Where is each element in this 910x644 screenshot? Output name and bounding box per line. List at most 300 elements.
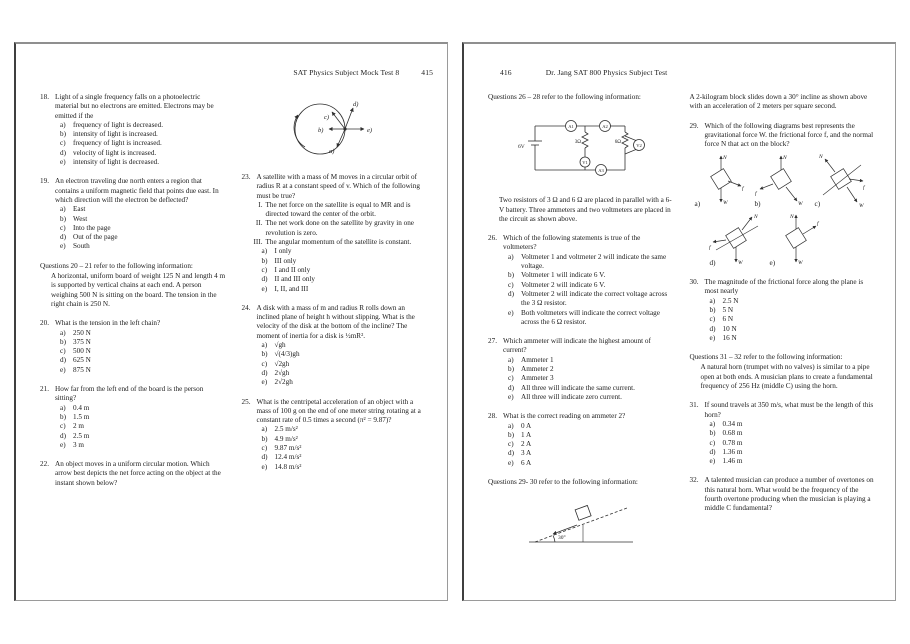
roman-text: The angular momentum of the satellite is constant. [265,238,412,247]
question-row [40,319,226,328]
question-block [690,476,876,513]
question-block [242,173,428,294]
answer-option [488,393,674,402]
question-stem: How far from the left end of the board is the person sitting? [55,385,204,403]
answer-option [242,247,428,256]
option-text: 2 m [73,422,84,431]
roman-numeral: III. [253,238,263,247]
question-block [488,412,674,468]
header-page-number: 415 [421,68,433,77]
answer-option [242,425,428,434]
option-text: Voltmeter 2 will indicate the correct voltage across the 3 Ω resistor. [521,289,668,308]
question-stem: A disk with a mass of m and radius R rolls down an inclined plane of height h without slipping. What is the velocity of the disk at the bottom of the incline? The moment of inertia for a disk is ½mR². [256,303,415,340]
answer-option [242,350,428,359]
option-text: velocity of light is increased. [73,148,157,157]
option-letter: a) [60,328,66,337]
friction-label: f [816,220,819,227]
option-letter: d) [508,289,514,298]
figure-block [242,95,428,163]
option-letter: a) [261,425,268,434]
answer-option [40,233,226,242]
answer-option [690,420,876,429]
question-stem: An electron traveling due north enters a region that contains a uniform magnetic field that points due east. In which direction will the electron be deflected? [55,177,219,204]
answer-option [40,121,226,130]
object-point [344,127,347,130]
question-row [690,476,876,513]
answer-option [488,449,674,458]
figure-wrap [690,151,876,268]
answer-option [488,422,674,431]
option-text: I only [274,247,292,256]
option-text: 2.5 m/s² [274,425,298,434]
question-number: 30. [689,278,699,287]
option-letter: e) [709,457,716,466]
info-block [488,478,674,487]
answer-option [40,158,226,167]
angle-label: 30° [557,535,566,542]
option-text: III only [274,256,297,265]
option-text: Ammeter 1 [521,355,554,364]
question-stem: Light of a single frequency falls on a photoelectric material but no electrons are emitted. Electrons may be emitted if the [55,93,214,120]
option-text: 6 A [521,458,532,467]
option-text: 0.68 m [722,429,743,438]
option-letter: e) [709,333,716,342]
question-block [488,234,674,327]
question-number: 24. [241,303,251,312]
question-number: 21. [40,385,49,394]
option-text: 5 N [722,305,734,314]
option-text: √2gh [274,359,290,368]
question-number: 19. [40,177,49,186]
voltmeter-2-label: V2 [635,143,642,149]
option-text: 2.5 m [73,431,90,440]
answer-option [488,431,674,440]
circuit-figure [513,112,649,186]
page-left [14,42,448,601]
option-letter: c) [508,280,514,289]
option-letter: b) [60,412,66,421]
option-letter: c) [709,438,716,447]
option-text: 1.46 m [722,457,743,466]
fbd-a-figure [693,151,749,207]
header-title: Dr. Jang SAT 800 Physics Subject Test [545,68,668,77]
header-title: SAT Physics Subject Mock Test 8 [293,68,400,77]
option-text: 0.4 m [73,403,90,412]
option-text: 625 N [73,356,91,365]
question-block [40,319,226,375]
option-text: East [73,205,86,214]
option-letter: b) [709,305,716,314]
option-text: 12.4 m/s² [274,453,302,462]
ref-header: Questions 20 – 21 refer to the following information: [40,261,193,270]
option-letter: d) [709,447,716,456]
answer-option [690,448,876,457]
figure-label: b) [318,127,324,134]
answer-option [488,271,674,280]
option-letter: d) [60,431,66,440]
page-columns [16,77,447,498]
column-left [40,93,226,498]
answer-option [40,242,226,251]
answer-option [242,463,428,472]
ref-header: Questions 31 – 32 refer to the following information: [689,353,843,362]
option-text: 2 A [521,440,532,449]
answer-option [488,440,674,449]
info-block [488,196,674,224]
option-text: Voltmeter 2 will indicate 6 V. [521,280,606,289]
option-letter: b) [508,271,514,280]
option-letter: c) [261,359,268,368]
info-paragraph: Two resistors of 3 Ω and 6 Ω are placed in parallel with a 6-V battery. Three ammeters and two voltmeters are placed in the circuit as shown above. [499,196,672,223]
option-text: 875 N [73,365,91,374]
question-row [690,401,876,420]
option-letter: c) [60,223,66,232]
option-text: 2√2gh [274,378,293,387]
answer-option [690,439,876,448]
option-text: 0.34 m [722,419,743,428]
option-text: 2√gh [274,368,290,377]
option-letter: c) [60,422,66,431]
answer-option [40,149,226,158]
option-letter: c) [60,139,66,148]
option-text: Ammeter 3 [521,374,554,383]
option-letter: b) [261,350,268,359]
question-row [488,412,674,421]
option-letter: c) [508,374,514,383]
question-stem: A satellite with a mass of M moves in a circular orbit of radius R at a constant speed of v. Which of the following must be true? [256,173,420,200]
question-stem: Which of the following diagrams best represents the gravitational force W. the frictional force f, and the normal force N that act on the block? [704,121,874,149]
answer-option [40,441,226,450]
normal-force-label: N [789,213,794,220]
answer-option [690,306,876,315]
question-block [690,122,876,268]
option-letter: a) [508,252,514,261]
option-text: West [73,214,88,223]
question-number: 28. [488,412,497,421]
answer-option [488,309,674,328]
answer-option [40,356,226,365]
figure-wrap [488,112,674,186]
answer-option [690,457,876,466]
fbd-option-e [768,210,826,268]
option-text: 2.5 N [722,296,739,305]
option-letter: b) [60,337,66,346]
answer-option [40,404,226,413]
figure-wrap [242,95,428,163]
option-letter: a) [709,419,716,428]
question-stem: What is the correct reading on ammeter 2? [503,412,626,421]
question-block [40,385,226,450]
answer-option [488,281,674,290]
normal-force-label: N [782,155,787,162]
fbd-option-letter: d) [709,258,716,267]
answer-option [690,429,876,438]
answer-option [488,384,674,393]
option-text: 10 N [722,324,737,333]
option-letter: c) [261,444,268,453]
roman-numeral: II. [255,219,263,228]
answer-option [690,334,876,343]
option-letter: d) [261,275,268,284]
page-header-left [16,68,447,77]
answer-option [488,253,674,272]
option-text: 0.78 m [722,438,743,447]
option-letter: e) [60,158,66,167]
answer-option [40,432,226,441]
option-letter: e) [508,458,514,467]
roman-item [242,201,428,220]
figure-wrap [488,497,674,549]
question-block [690,401,876,466]
info-block [488,93,674,102]
friction-label: f [741,186,744,193]
answer-option [242,257,428,266]
question-stem: The magnitude of the frictional force along the plane is most nearly [704,278,864,296]
option-text: intensity of light is increased. [73,130,158,139]
question-row [40,177,226,205]
page-right [462,42,896,601]
option-text: I and II only [274,265,311,274]
option-text: Voltmeter 1 will indicate 6 V. [521,271,606,280]
answer-option [242,285,428,294]
question-stem: Which of the following statements is true of the voltmeters? [503,234,641,252]
info-paragraph: A natural horn (trumpet with no valves) is similar to a pipe open at both ends. A musician plans to create a fundamental frequency of 256 Hz (middle C) using the horn. [700,363,873,391]
fbd-option-letter: e) [769,258,776,267]
question-number: 25. [241,397,251,406]
option-text: 4.9 m/s² [274,434,298,443]
question-stem: What is the tension in the left chain? [55,319,161,328]
answer-option [488,365,674,374]
option-text: √gh [274,341,286,350]
page-header-right [464,68,895,77]
normal-force-label: N [722,155,727,162]
option-text: 3 A [521,449,532,458]
fbd-option-letter: a) [694,200,701,209]
document-spread [14,42,896,601]
option-letter: b) [508,430,514,439]
option-letter: a) [508,421,514,430]
option-letter: a) [60,120,66,129]
answer-option [40,329,226,338]
fbd-option-letter: c) [814,200,821,209]
question-block [40,177,226,251]
figure-block [488,112,674,186]
roman-numeral: I. [258,200,263,209]
option-text: Out of the page [73,233,118,242]
option-letter: a) [261,247,268,256]
question-block [242,304,428,388]
figure-label: d) [353,101,359,108]
battery-label: 6V [517,144,525,151]
option-letter: b) [60,214,66,223]
question-number: 29. [689,121,699,130]
fbd-option-a [693,151,751,209]
option-text: 9.87 m/s² [274,444,302,453]
option-letter: e) [508,308,514,317]
fbd-option-d [708,210,766,268]
normal-force-label: N [818,154,823,161]
fbd-d-figure [708,210,764,266]
incline-figure [521,497,641,549]
option-letter: e) [508,392,514,401]
option-text: 1.5 m [73,412,90,421]
question-stem: A talented musician can produce a number of overtones on this natural horn. What would be the frequency of the fourth overtone producing when the musician is playing a middle C fundamental? [704,476,874,513]
option-text: Both voltmeters will indicate the correct voltage across the 6 Ω resistor. [521,308,660,326]
fbd-e-figure [768,210,824,266]
roman-item [242,238,428,247]
option-letter: d) [261,368,268,377]
info-block [690,93,876,112]
option-letter: d) [60,148,66,157]
figure-label: e) [367,127,373,134]
question-row [40,460,226,488]
fbd-option-b [753,151,811,209]
answer-option [488,290,674,309]
friction-label: f [708,244,711,251]
page-columns [464,77,895,559]
fbd-b-figure [753,151,809,207]
option-letter: a) [709,296,716,305]
normal-force-label: N [753,213,758,220]
fbd-option-letter: b) [754,200,761,209]
option-letter: b) [261,256,268,265]
option-letter: d) [60,356,66,365]
answer-option [242,275,428,284]
info-block [690,353,876,391]
question-row [690,122,876,150]
answer-option [242,369,428,378]
column-right [690,93,876,559]
option-text: 6 N [722,315,734,324]
question-block [40,460,226,488]
question-block [690,278,876,343]
option-letter: c) [508,440,514,449]
question-row [488,234,674,253]
info-paragraph: A horizontal, uniform board of weight 125 N and length 4 m is supported by vertical chains at each end. A person weighing 500 N is sitting on the board. The tension in the right chain is 250 N. [51,272,226,308]
answer-option [40,422,226,431]
question-number: 23. [241,173,251,181]
option-letter: b) [508,365,514,374]
answer-option [40,130,226,139]
friction-label: f [754,191,757,198]
answer-option [488,356,674,365]
option-text: 375 N [73,337,91,346]
answer-option [40,139,226,148]
info-paragraph: A 2-kilogram block slides down a 30° incline as shown above with an acceleration of 2 meters per square second. [689,93,868,111]
option-letter: d) [508,383,514,392]
circular-motion-figure [274,95,394,163]
question-number: 26. [488,234,497,243]
option-letter: c) [709,315,716,324]
option-text: Voltmeter 1 and voltmeter 2 will indicate the same voltage. [521,252,667,271]
ammeter-2-label: A2 [601,124,608,130]
ref-header: Questions 26 – 28 refer to the following information: [488,93,641,101]
option-text: 16 N [722,333,737,342]
option-letter: a) [508,355,514,364]
answer-option [690,325,876,334]
option-letter: a) [60,403,66,412]
answer-option [242,360,428,369]
option-text: frequency of light is decreased. [73,120,164,129]
question-row [488,337,674,356]
option-text: Into the page [73,223,111,232]
friction-label: f [862,185,865,192]
option-text: 1 A [521,430,532,439]
question-block [40,93,226,167]
option-text: South [73,242,90,251]
option-letter: e) [261,462,268,471]
option-letter: c) [261,265,268,274]
question-block [242,398,428,472]
option-letter: a) [60,205,66,214]
free-body-diagram-group [690,151,876,268]
weight-label: W [737,259,743,266]
fbd-option-c [813,151,871,209]
resistor-2-label: 6Ω [614,140,621,146]
option-letter: d) [261,453,268,462]
figure-block [488,497,674,549]
option-text: All three will indicate the same current. [521,383,635,392]
option-letter: b) [60,130,66,139]
weight-label: W [797,259,803,266]
answer-option [242,266,428,275]
answer-option [40,347,226,356]
option-text: 1.36 m [722,447,743,456]
voltmeter-1-label: V1 [581,160,588,166]
option-letter: d) [709,324,716,333]
answer-option [40,413,226,422]
option-text: I, II, and III [274,284,309,293]
answer-option [242,444,428,453]
question-stem: What is the centripetal acceleration of an object with a mass of 100 g on the end of one meter string rotating at a constant rate of 0.5 times a second (π² = 9.87)? [256,397,421,425]
option-letter: c) [60,347,66,356]
answer-option [40,224,226,233]
answer-option [242,435,428,444]
figure-label: c) [324,114,330,121]
question-row [40,93,226,121]
question-row [242,398,428,426]
answer-option [488,459,674,468]
question-row [242,173,428,201]
answer-option [690,297,876,306]
roman-text: The net force on the satellite is equal to MR and is directed toward the center of the orbit. [265,200,411,219]
roman-text: The net work done on the satellite by gravity in one revolution is zero. [265,219,415,237]
answer-option [488,374,674,383]
fbd-c-figure [813,151,869,207]
answer-option [40,366,226,375]
question-stem: If sound travels at 350 m/s, what must be the length of this horn? [704,401,874,419]
option-text: 250 N [73,328,91,337]
option-letter: e) [261,284,268,293]
question-row [690,278,876,297]
question-number: 32. [689,476,699,485]
answer-option [242,341,428,350]
option-letter: d) [60,233,66,242]
question-number: 20. [40,319,49,328]
question-stem: An object moves in a uniform circular motion. Which arrow best depicts the net force acting on the object at the instant shown below? [55,460,221,487]
answer-option [40,205,226,214]
option-text: 14.8 m/s² [274,462,302,471]
answer-option [242,453,428,462]
option-letter: e) [60,365,66,374]
question-stem: Which ammeter will indicate the highest amount of current? [503,337,651,355]
answer-option [40,215,226,224]
resistor-1-label: 3Ω [574,140,581,146]
option-text: √(4/3)gh [274,350,300,359]
question-number: 31. [689,401,699,410]
question-row [242,304,428,341]
option-text: 3 m [73,440,84,449]
